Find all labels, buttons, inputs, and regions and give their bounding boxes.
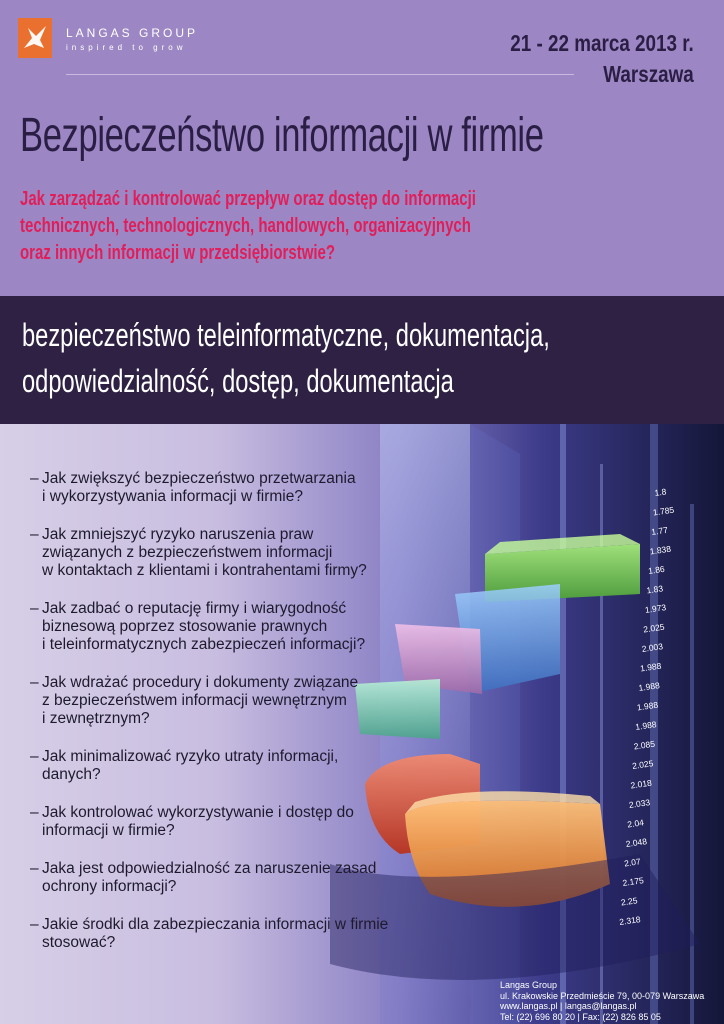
question-item — [30, 860, 430, 896]
chart-number-label: 2.025 — [642, 621, 666, 635]
chart-number-label: 2.025 — [631, 758, 654, 771]
header-divider — [66, 74, 574, 75]
chart-number-label: 1.86 — [647, 563, 666, 576]
chart-number-label: 1.83 — [645, 583, 664, 596]
question-dash: – — [30, 600, 39, 617]
question-line: Jak kontrolować wykorzystywanie i dostęp do — [42, 804, 354, 821]
subtitle-line: technicznych, technologicznych, handlowych, organizacyjnych — [20, 215, 471, 237]
question-dash: – — [30, 804, 39, 821]
chart-number-label: 2.175 — [621, 875, 645, 888]
question-line: związanych z bezpieczeństwem informacji — [42, 544, 333, 561]
question-line: Jak zwiększyć bezpieczeństwo przetwarzania — [42, 470, 356, 487]
chart-number-label: 1.785 — [652, 504, 675, 518]
chart-number-label: 2.318 — [618, 914, 642, 927]
question-line: danych? — [42, 766, 101, 783]
chart-number-label: 2.25 — [620, 895, 639, 908]
topics-line: bezpieczeństwo teleinformatyczne, dokumentacja, — [22, 317, 550, 353]
header-area — [0, 0, 724, 296]
chart-number-label: 2.085 — [633, 738, 656, 752]
chart-number-label: 2.04 — [626, 817, 645, 830]
question-line: i wykorzystywania informacji w firmie? — [42, 488, 303, 505]
question-line: w kontaktach z klientami i kontrahentami firmy? — [42, 562, 367, 579]
question-list — [30, 470, 430, 972]
chart-number-label: 2.07 — [623, 856, 642, 869]
question-dash: – — [30, 674, 39, 691]
question-line: i zewnętrznym? — [42, 710, 150, 727]
chart-number-label: 1.988 — [639, 660, 662, 674]
page-title: Bezpieczeństwo informacji w firmie — [20, 109, 544, 162]
city: Warszawa — [603, 61, 694, 87]
topics-line: odpowiedzialność, dostęp, dokumentacja — [22, 363, 454, 399]
question-line: stosować? — [42, 934, 116, 951]
question-item — [30, 748, 430, 784]
footer-phone: Tel: (22) 696 80 20 | Fax: (22) 826 85 05 — [500, 1011, 661, 1022]
logo-bird-icon — [18, 18, 52, 58]
footer-company: Langas Group — [500, 980, 558, 990]
question-line: Jak minimalizować ryzyko utraty informacji, — [42, 748, 339, 765]
question-line: biznesową poprzez stosowanie prawnych — [42, 618, 328, 635]
question-line: i teleinformatycznych zabezpieczeń informacji? — [42, 636, 366, 653]
subtitle — [20, 186, 476, 267]
question-line: z bezpieczeństwem informacji wewnętrznym — [42, 692, 347, 709]
chart-number-label: 2.003 — [641, 641, 664, 654]
question-line: Jaka jest odpowiedzialność za naruszenie zasad — [42, 860, 377, 877]
chart-number-label: 1.838 — [649, 543, 672, 557]
question-line: ochrony informacji? — [42, 878, 177, 895]
question-item — [30, 600, 430, 654]
chart-number-label: 2.018 — [629, 777, 653, 791]
chart-number-label: 1.988 — [634, 719, 658, 732]
chart-number-label: 2.033 — [628, 797, 651, 810]
question-line: Jak wdrażać procedury i dokumenty związane — [42, 674, 359, 691]
question-item — [30, 470, 430, 506]
chart-number-label: 1.77 — [650, 524, 669, 537]
question-dash: – — [30, 526, 39, 543]
chart-number-label: 2.048 — [625, 836, 648, 849]
question-item — [30, 526, 430, 580]
subtitle-line: Jak zarządzać i kontrolować przepływ oraz dostęp do informacji — [20, 188, 476, 210]
question-dash: – — [30, 748, 39, 765]
question-dash: – — [30, 860, 39, 877]
question-line: Jakie środki dla zabezpieczania informacji w firmie — [42, 916, 389, 933]
footer-contact — [500, 980, 704, 1022]
logo-name: LANGAS GROUP — [66, 26, 199, 40]
chart-number-label: 1.973 — [644, 602, 667, 615]
question-item — [30, 804, 430, 840]
footer-address: ul. Krakowskie Przedmieście 79, 00-079 Warszawa — [500, 990, 705, 1001]
question-item — [30, 916, 430, 952]
question-line: Jak zadbać o reputację firmy i wiarygodność — [42, 600, 347, 617]
question-dash: – — [30, 470, 39, 487]
chart-number-label: 1.988 — [636, 699, 659, 713]
question-dash: – — [30, 916, 39, 933]
footer-web: www.langas.pl | langas@langas.pl — [500, 1001, 637, 1011]
question-line: informacji w firmie? — [42, 822, 175, 839]
chart-number-label: 1.8 — [653, 486, 667, 498]
question-item — [30, 674, 430, 728]
subtitle-line: oraz innych informacji w przedsiębiorstwie? — [20, 242, 336, 264]
question-line: Jak zmniejszyć ryzyko naruszenia praw — [42, 526, 314, 543]
topics-text — [22, 312, 550, 404]
chart-number-label: 1.988 — [637, 680, 661, 693]
date-line: 21 - 22 marca 2013 r. — [510, 30, 694, 56]
logo-tagline: inspired to grow — [66, 43, 187, 52]
event-date — [510, 28, 694, 90]
